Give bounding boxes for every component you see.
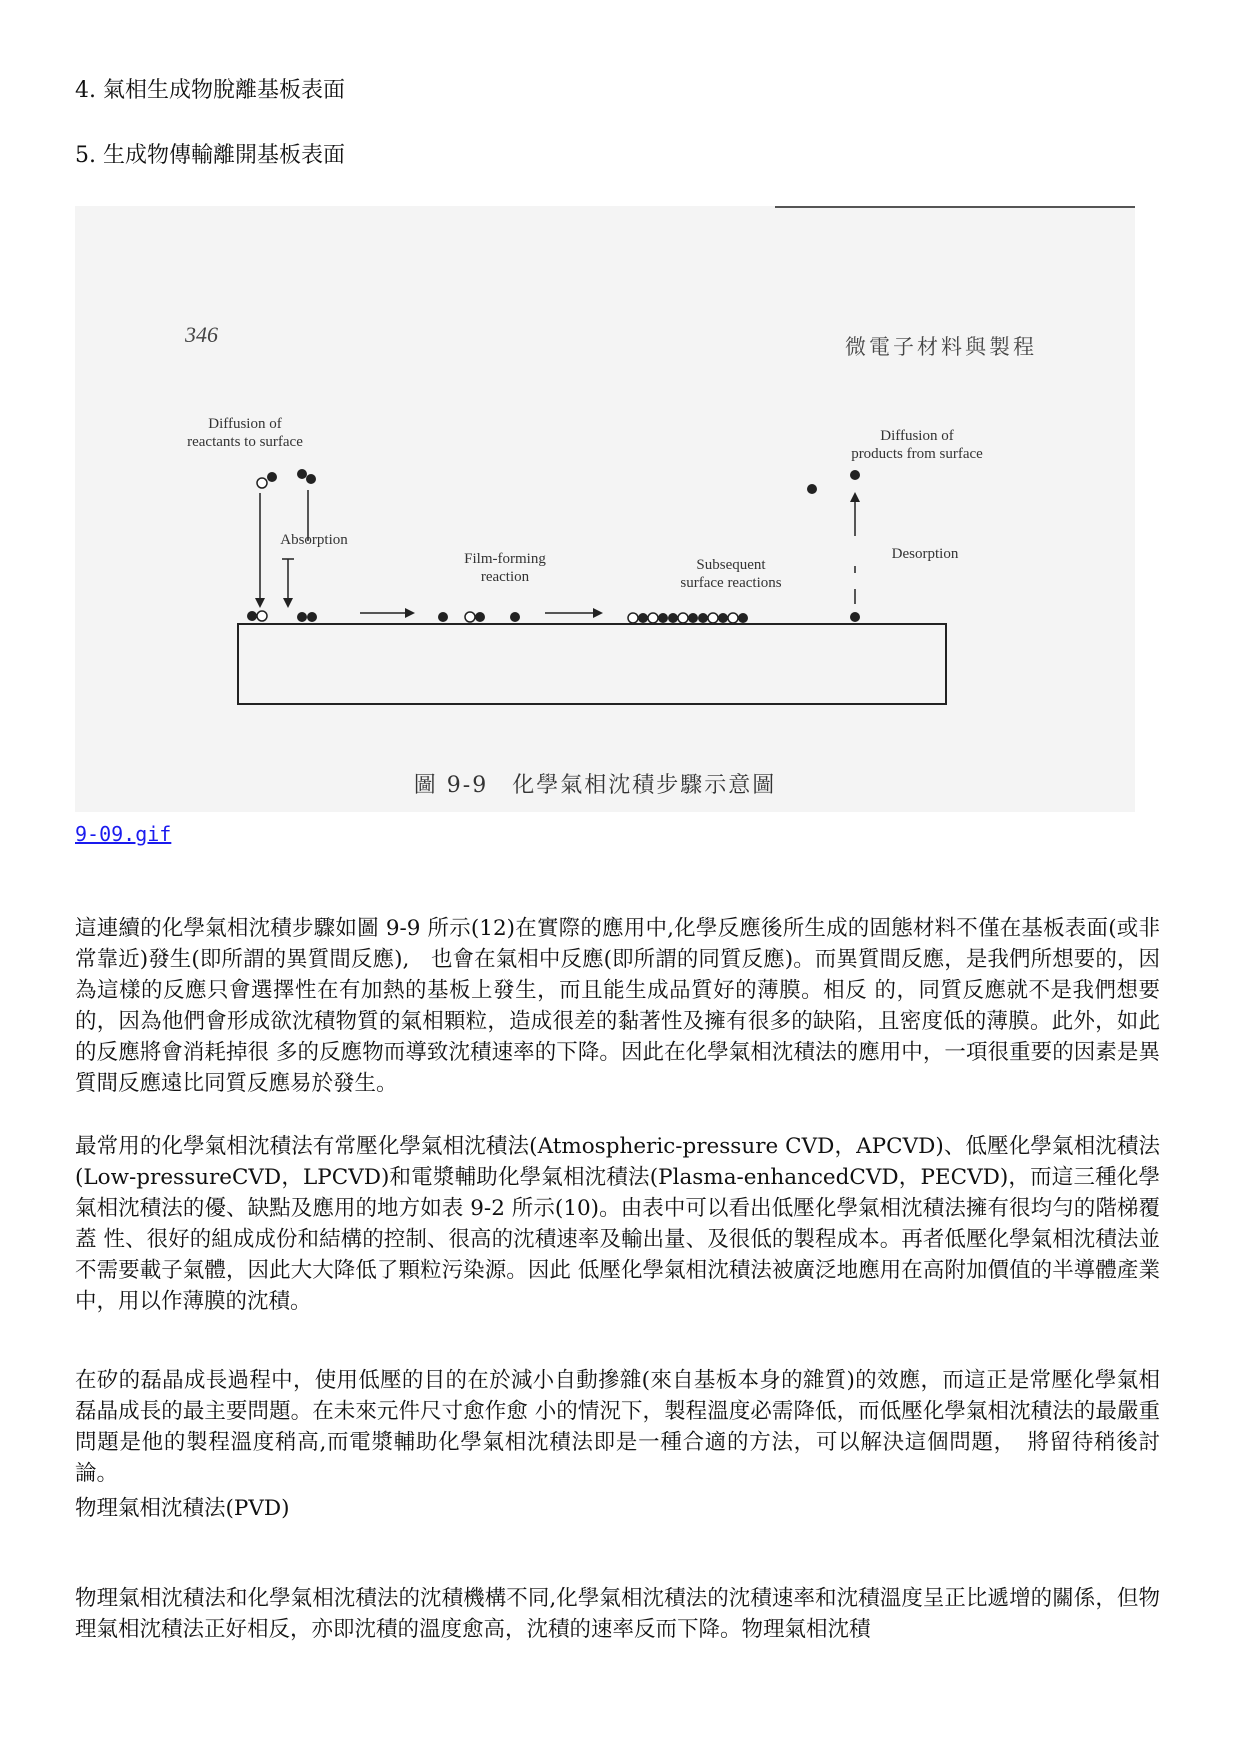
label-film-forming-2: reaction xyxy=(480,569,530,585)
label-desorption: Desorption xyxy=(891,546,959,562)
label-film-forming-1: Film-forming xyxy=(464,551,546,567)
figure-image-link[interactable]: 9-09.gif xyxy=(75,822,172,846)
label-diffusion-products-2: products from surface xyxy=(851,446,983,462)
label-diffusion-products-1: Diffusion of xyxy=(880,428,954,444)
paragraph-pvd: 物理氣相沈積法和化學氣相沈積法的沈積機構不同,化學氣相沈積法的沈積速率和沈積溫度呈正比遞增的關係，但物理氣相沈積法正好相反，亦即沈積的溫度愈高，沈積的速率反而下降。物理氣相沈積 xyxy=(75,1586,1160,1642)
substrate-block xyxy=(238,624,946,704)
label-subsequent-2: surface reactions xyxy=(680,575,782,591)
figure-caption: 圖 9-9 化學氣相沈積步驟示意圖 xyxy=(413,773,777,798)
figure-book-title: 微電子材料與製程 xyxy=(845,335,1037,359)
surface-molecule-chain xyxy=(628,613,748,623)
list-item-step-4: 4. 氣相生成物脫離基板表面 xyxy=(75,78,345,103)
label-subsequent-1: Subsequent xyxy=(696,557,766,573)
section-heading-pvd: 物理氣相沈積法(PVD) xyxy=(75,1496,290,1521)
paragraph-cvd-steps: 這連續的化學氣相沈積步驟如圖 9-9 所示(12)在實際的應用中,化學反應後所生成的固態材料不僅在基板表面(或非常靠近)發生(即所謂的異質間反應), 也會在氣相中反應(即所謂的同質反應)。而異質間反應，是我們所想要的，因為這樣的反應只會選擇性在有加熱的基板上發生，而且能生成品質好的薄膜。相反 的，同質反應就不是我們想要的，因為他們會形成欲沈積物質的氣相顆粒，造成很差的黏著性及擁有很多的缺陷，且密度低的薄膜。此外，如此的反應將會消耗掉很 多的反應物而導致沈積速率的下降。因此在化學氣相沈積法的應用中，一項很重要的因素是異質間反應遠比同質反應易於發生。 xyxy=(75,916,1160,1096)
list-item-step-5: 5. 生成物傳輸離開基板表面 xyxy=(75,143,345,168)
figure-page-number: 346 xyxy=(185,322,218,347)
label-absorption: Absorption xyxy=(280,532,348,548)
paragraph-epitaxy: 在矽的磊晶成長過程中，使用低壓的目的在於減小自動摻雜(來自基板本身的雜質)的效應，而這正是常壓化學氣相磊晶成長的最主要問題。在未來元件尺寸愈作愈 小的情況下，製程溫度必需降低，而低壓化學氣相沈積法的最嚴重問題是他的製程溫度稍高,而電漿輔助化學氣相沈積法即是一種合適的方法，可以解決這個問題， 將留待稍後討論。 xyxy=(75,1368,1160,1486)
paragraph-cvd-types: 最常用的化學氣相沈積法有常壓化學氣相沈積法(Atmospheric-pressure CVD，APCVD)、低壓化學氣相沈積法(Low-pressureCVD，LPCVD)和電漿輔助化學氣相沈積法(Plasma-enhancedCVD，PECVD)，而這三種化學氣相沈積法的優、缺點及應用的地方如表 9-2 所示(10)。由表中可以看出低壓化學氣相沈積法擁有很均勻的階梯覆蓋 性、很好的組成成份和結構的控制、很高的沈積速率及輸出量、及很低的製程成本。再者低壓化學氣相沈積法並不需要載子氣體，因此大大降低了顆粒污染源。因此 低壓化學氣相沈積法被廣泛地應用在高附加價值的半導體產業中，用以作薄膜的沈積。 xyxy=(75,1134,1160,1314)
label-diffusion-reactants-1: Diffusion of xyxy=(208,416,282,432)
label-diffusion-reactants-2: reactants to surface xyxy=(187,434,303,450)
cvd-steps-figure xyxy=(75,206,1135,812)
